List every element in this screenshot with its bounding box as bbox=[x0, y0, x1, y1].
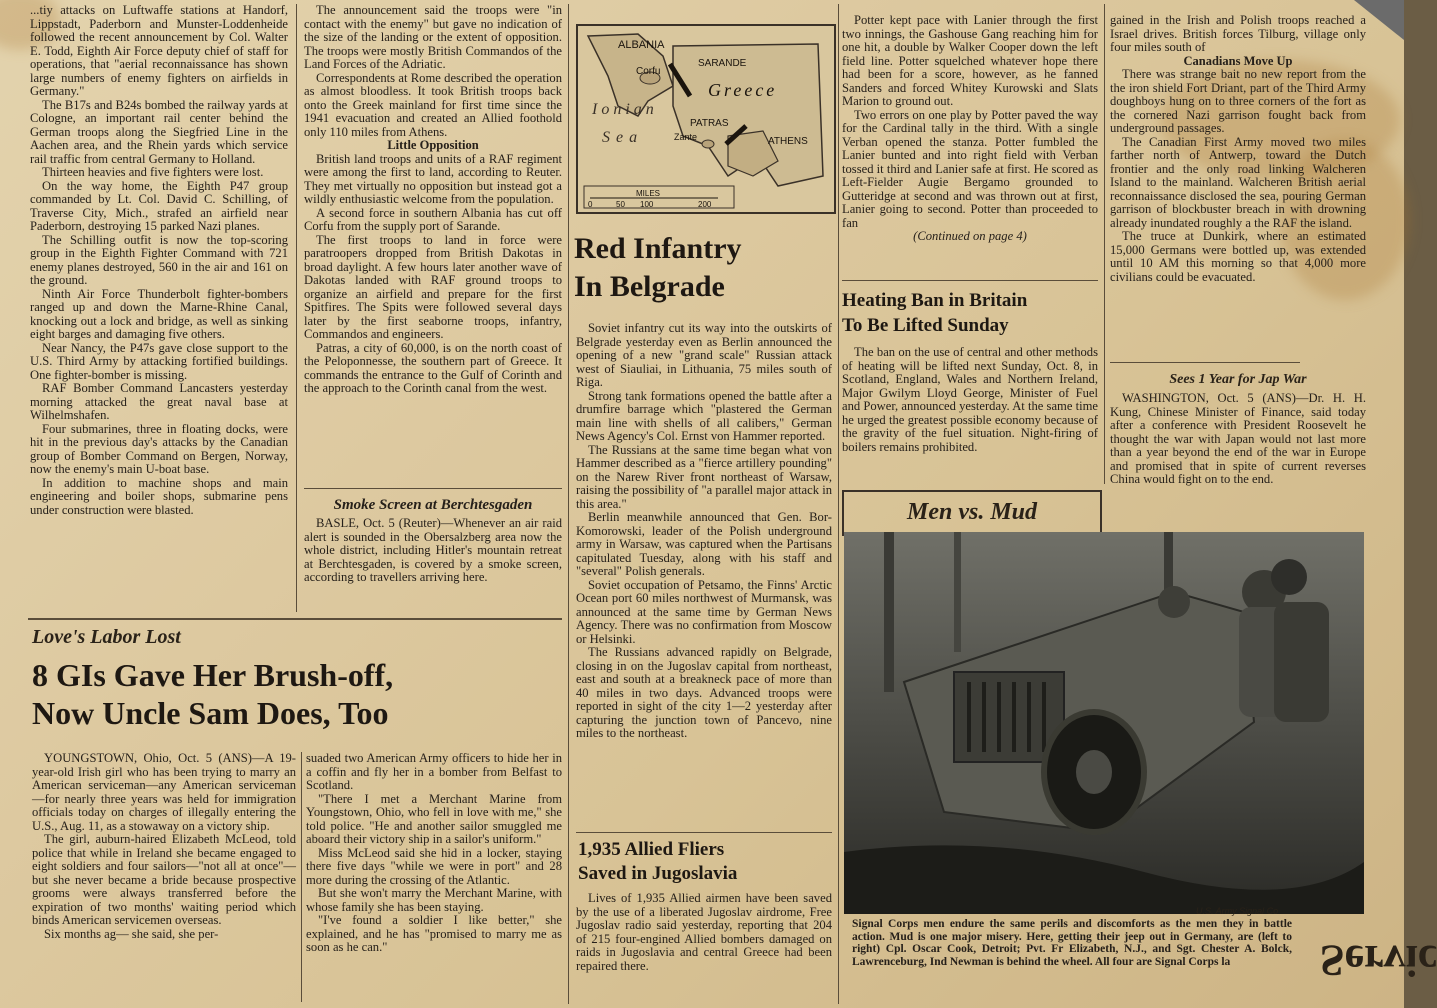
map-scale-tick: 50 bbox=[616, 200, 625, 209]
paragraph: Lives of 1,935 Allied airmen have been saved by the use of a liberated Jugoslav airdrome, Free Jugoslav radio said yesterday, reporting that 204 of 215 four-engined Allied bombers damaged on raids in Jugoslavia and central Greece had been repaired there. bbox=[576, 891, 832, 973]
photo-graphic bbox=[844, 532, 1364, 914]
paragraph: Soviet occupation of Petsamo, the Finns' Arctic Ocean port 60 miles northwest of Murmansk, was announced at the same time by German News Agency. There was no confirmation from Moscow or Helsinki. bbox=[576, 577, 832, 646]
fliers-article bbox=[576, 892, 832, 973]
paragraph: The first troops to land in force were paratroopers dropped from British Dakotas in broad daylight. A few hours later another wave of Dakotas landed with RAF ground troops to organize an airfield and prepare for the first Spitfires. The Spits were followed several days later by the first seaborne troops, infantry, Commandos and engineers. bbox=[304, 232, 562, 341]
smoke-screen-article bbox=[304, 496, 562, 585]
paragraph: Ninth Air Force Thunderbolt fighter-bombers ranged up and down the Marne-Rhine Canal, knocking out a lock and bridge, as well as sinking eight barges and damaging five others. bbox=[30, 286, 288, 341]
baseball-article bbox=[842, 14, 1098, 244]
paragraph: Two errors on one play by Potter paved the way for the Cardinal tally in the third. With a single Verban opened the stanza. Potter fumbled the Lanier bunted and into right field with Verban tossed it third and Lanier safe at first. He scored as Left-Fielder Augie Bergamo grounded to Gutteridge at second and was thrown out at first, Lanier going to second. Potter than proceeded to fan bbox=[842, 107, 1098, 230]
photo-title: Men vs. Mud bbox=[906, 499, 1038, 525]
paragraph: Thirteen heavies and five fighters were lost. bbox=[42, 165, 264, 179]
greece-map bbox=[576, 24, 836, 214]
paragraph: Four submarines, three in floating docks, were hit in the previous day's attacks by the Canadian group of Bomber Command on Bergen, Norway, now the enemy's main U-boat base. bbox=[30, 421, 288, 476]
paragraph: The Schilling outfit is now the top-scoring group in the Eighth Fighter Command with 721 enemy planes destroyed, 560 in the air and 161 on the ground. bbox=[30, 232, 288, 287]
article-rule bbox=[1110, 362, 1300, 363]
article-rule bbox=[304, 488, 562, 489]
heating-article bbox=[842, 346, 1098, 454]
paragraph: But she won't marry the Merchant Marine, with whose family she has been staying. bbox=[306, 886, 562, 914]
article-headline: Sees 1 Year for Jap War bbox=[1169, 372, 1307, 387]
map-scale-tick: 200 bbox=[698, 200, 712, 209]
paragraph: "There I met a Merchant Marine from Youngstown, Ohio, who fell in love with me," she told police. "He and another sailor smuggled me aboard their victory ship in a sailor's uniform." bbox=[306, 791, 562, 846]
headline-line: Saved in Jugoslavia bbox=[578, 863, 738, 884]
love-column-right bbox=[306, 752, 562, 955]
column-rule bbox=[301, 752, 302, 1002]
headline-line: Red Infantry bbox=[574, 232, 742, 265]
map-label: SARANDE bbox=[698, 58, 747, 69]
map-label: Zante bbox=[674, 132, 698, 142]
article-rule bbox=[842, 280, 1098, 281]
photo-caption bbox=[852, 918, 1292, 968]
paragraph: Berlin meanwhile announced that Gen. Bor-Komorowski, leader of the Polish underground army in Warsaw, was captured when the Partisans capitulated Tuesday, along with his staff and "several" Polish generals. bbox=[576, 510, 832, 578]
article-headline bbox=[578, 838, 834, 886]
paragraph: RAF Bomber Command Lancasters yesterday morning attacked the great naval base at Wilhelmshafen. bbox=[30, 381, 288, 422]
continued-notice: (Continued on page 4) bbox=[913, 229, 1027, 243]
paragraph: The Canadian First Army moved two miles farther north of Antwerp, toward the Dutch frontier and the only road linking Walcheren Island to the mainland. Walcheren British aerial reconnaissance disclosed the sea, pouring German garrison of blockbuster breach in with drowning already inundated roughly a the RAF the island. bbox=[1110, 134, 1366, 230]
map-scale-label: MILES bbox=[636, 189, 661, 198]
headline-line: Now Uncle Sam Does, Too bbox=[32, 695, 389, 731]
red-infantry-article bbox=[576, 322, 832, 741]
love-column-left bbox=[32, 752, 296, 941]
paragraph: suaded two American Army officers to hide her in a coffin and fly her in a bomber from Belfast to Scotland. bbox=[306, 751, 562, 792]
paragraph: WASHINGTON, Oct. 5 (ANS)—Dr. H. H. Kung, Chinese Minister of Finance, said today after a conference with President Roosevelt he thought the war with Japan would not last more than a year beyond the end of the war in Europe and promised that in spite of current reverses China would fight on to the end. bbox=[1110, 391, 1366, 486]
paragraph: The announcement said the troops were "in contact with the enemy" but gave no indication of the size of the landing or the extent of opposition. The troops were mostly British Commandos of the Land Forces of the Adriatic. bbox=[304, 3, 562, 71]
paragraph: The truce at Dunkirk, where an estimated 15,000 Germans were bottled up, was extended until 10 AM this morning so that 4,000 more civilians could be evacuated. bbox=[1110, 229, 1366, 284]
paragraph: ...tiy attacks on Luftwaffe stations at Handorf, Lippstadt, Paderborn and Munster-Loddenheide followed the recent announcement by Col. Walter E. Todd, Eighth Air Force deputy chief of staff for operations, that "aerial reconnaissance has shown large numbers of enemy fighters on airfields in Germany." bbox=[30, 3, 288, 98]
headline-line: 8 GIs Gave Her Brush-off, bbox=[32, 657, 394, 693]
paragraph: Strong tank formations opened the battle after a drumfire barrage which "plastered the German main line with shells of all calibers," German News Agency's Col. Ernst von Hammer reported. bbox=[576, 388, 832, 443]
edge-fragment: Servic bbox=[1320, 936, 1437, 985]
article-rule bbox=[576, 832, 832, 833]
jeep-in-mud-photo bbox=[844, 532, 1364, 914]
article-headline bbox=[842, 288, 1102, 338]
photo-credit: U.S. Army Signal Co bbox=[1196, 906, 1279, 916]
article-kicker: Love's Labor Lost bbox=[32, 626, 181, 648]
caption-text: Signal Corps men endure the same perils and discomforts as the men they in battle action. Mud is one major misery. Here, getting their jeep out in Germany, are (left to right) Cpl. Oscar Cook, Detroit; Pvt. Fr Elizabeth, N.J., and Sgt. Chester A. Bolck, Lawrenceburg, Ind Newman is behind the wheel. All four are Signal Corps la bbox=[852, 918, 1292, 968]
paragraph: Miss McLeod said she hid in a locker, staying there five days "while we were in port" and 28 more during the crossing of the Atlantic. bbox=[306, 845, 562, 887]
paragraph: Soviet infantry cut its way into the outskirts of Belgrade yesterday even as Berlin announced the opening of a new "grand scale" Russian attack west of Siauliai, in Lithuania, 75 miles south of Riga. bbox=[576, 321, 832, 389]
column-5 bbox=[1110, 14, 1366, 284]
paragraph: In addition to machine shops and main engineering and boiler shops, submarine pens under construction were blasted. bbox=[30, 475, 288, 517]
article-headline bbox=[574, 230, 834, 306]
paragraph: On the way home, the Eighth P47 group commanded by Lt. Col. David C. Schilling, of Traverse City, Mich., strafed an airfield near Paderborn, destroying 15 parked Nazi planes. bbox=[30, 178, 288, 233]
paragraph: gained in the Irish and Polish troops reached a Israel drives. British forces Tilburg, village only four miles south of bbox=[1110, 13, 1366, 54]
photo-title-box bbox=[842, 490, 1102, 536]
map-label: Sea bbox=[602, 129, 644, 146]
paragraph: Potter kept pace with Lanier through the first two innings, the Gashouse Gang reaching him for one hit, a double by Walker Cooper down the left field line. Potter squelched whatever hope there had been for a score, however, as he fanned Sanders and forced Whitey Kurowski and Slats Marion to ground out. bbox=[842, 13, 1098, 108]
article-headline: Smoke Screen at Berchtesgaden bbox=[333, 497, 533, 513]
subheading: Little Opposition bbox=[387, 138, 479, 152]
column-rule bbox=[568, 4, 569, 1004]
paragraph: Six months ag— she said, she per- bbox=[44, 926, 219, 941]
map-label: Ionian bbox=[592, 101, 658, 118]
paragraph: The girl, auburn-haired Elizabeth McLeod, told police that while in Ireland she became engaged to eight soldiers and four sailors—"not all at once"—but she never became a bride because prospective grooms were always transferred before the expiration of two months' waiting period which binds American servicemen overseas. bbox=[32, 832, 296, 927]
map-label: Greece bbox=[708, 80, 778, 100]
paragraph: The ban on the use of central and other methods of heating will be lifted next Sunday, Oct. 8, in Scotland, England, Wales and Northern Ireland, Major Gwilym Lloyd George, Minister of Fuel and Power, announced yesterday. At the same time he urged the greatest possible economy because of the gravity of the fuel situation. Night-firing of boilers remains prohibited. bbox=[842, 345, 1098, 454]
map-label: PATRAS bbox=[690, 118, 729, 129]
subheading: Canadians Move Up bbox=[1183, 53, 1293, 68]
paragraph: Patras, a city of 60,000, is on the north coast of the Peloponnesse, the southern part of Greece. It commands the entrance to the Gulf of Corinth and the approach to the Corinth canal from the west. bbox=[304, 340, 562, 395]
paragraph: Correspondents at Rome described the operation as almost bloodless. It took British troops back onto the Greek mainland for first time since the 1941 evacuation and created an Allied foothold only 110 miles from Athens. bbox=[304, 70, 562, 139]
column-rule bbox=[1104, 4, 1105, 484]
kung-article bbox=[1110, 392, 1366, 487]
headline-line: Heating Ban in Britain bbox=[842, 290, 1028, 311]
paragraph: Near Nancy, the P47s gave close support to the U.S. Third Army by attacking fortified buildings. One fighter-bomber is missing. bbox=[30, 340, 288, 382]
map-graphic bbox=[578, 26, 834, 212]
headline-line: 1,935 Allied Fliers bbox=[578, 839, 725, 860]
map-scale-tick: 100 bbox=[640, 200, 654, 209]
map-scale-tick: 0 bbox=[588, 200, 593, 209]
map-label: Corfu bbox=[636, 66, 661, 77]
paragraph: The Russians advanced rapidly on Belgrade, closing in on the Jugoslav capital from northeast, east and south at a breakneck pace of more than 40 miles in two days. Advanced troops were reported in sight of the city 1—2 yesterday after capturing the junction town of Pancevo, nine miles to the northeast. bbox=[576, 645, 832, 740]
column-rule bbox=[296, 4, 297, 612]
paragraph: YOUNGSTOWN, Ohio, Oct. 5 (ANS)—A 19-year-old Irish girl who has been trying to marry an American serviceman—any American serviceman—for nearly three years was held for immigration officials today on charges of illegally entering the U.S., Aug. 11, as a stowaway on a victory ship. bbox=[32, 751, 296, 833]
map-label: ATHENS bbox=[768, 136, 808, 147]
paragraph: BASLE, Oct. 5 (Reuter)—Whenever an air raid alert is sounded in the Obersalzberg area now the whole district, including Hitler's mountain retreat at Berchtesgaden, is covered by a smoke screen, according to travellers arriving here. bbox=[304, 516, 562, 584]
paragraph: "I've found a soldier I like better," she explained, and he has "promised to marry me as soon as he can." bbox=[306, 913, 562, 954]
paragraph: A second force in southern Albania has cut off Corfu from the supply port of Sarande. bbox=[304, 205, 562, 233]
column-1 bbox=[30, 4, 288, 517]
article-rule bbox=[28, 618, 562, 620]
paragraph: The Russians at the same time began what von Hammer described as a "fierce artillery pounding" on the Narew River front northeast of Warsaw, raising the possibility of "a parallel major attack in this area." bbox=[576, 442, 832, 511]
headline-line: In Belgrade bbox=[574, 270, 725, 303]
paragraph: The B17s and B24s bombed the railway yards at Cologne, an important rail center behind the German troops along the Siegfried Line in the Aachen area, and the Rhein yards which service rail traffic from central Germany to Holland. bbox=[30, 97, 288, 166]
paragraph: There was strange bait no new report from the the iron shield Fort Driant, part of the Third Army doughboys hung on to three corners of the fort as the cornered Nazi garrison fought back from underground passages. bbox=[1110, 67, 1366, 135]
column-rule bbox=[838, 4, 839, 1004]
column-2 bbox=[304, 4, 562, 396]
headline-line: To Be Lifted Sunday bbox=[842, 315, 1009, 336]
article-headline bbox=[32, 656, 562, 732]
map-label: ALBANIA bbox=[618, 39, 665, 51]
paragraph: British land troops and units of a RAF regiment were among the first to land, according to Reuter. They met virtually no opposition but instead got a wildly enthusiastic welcome from the population. bbox=[304, 151, 562, 206]
